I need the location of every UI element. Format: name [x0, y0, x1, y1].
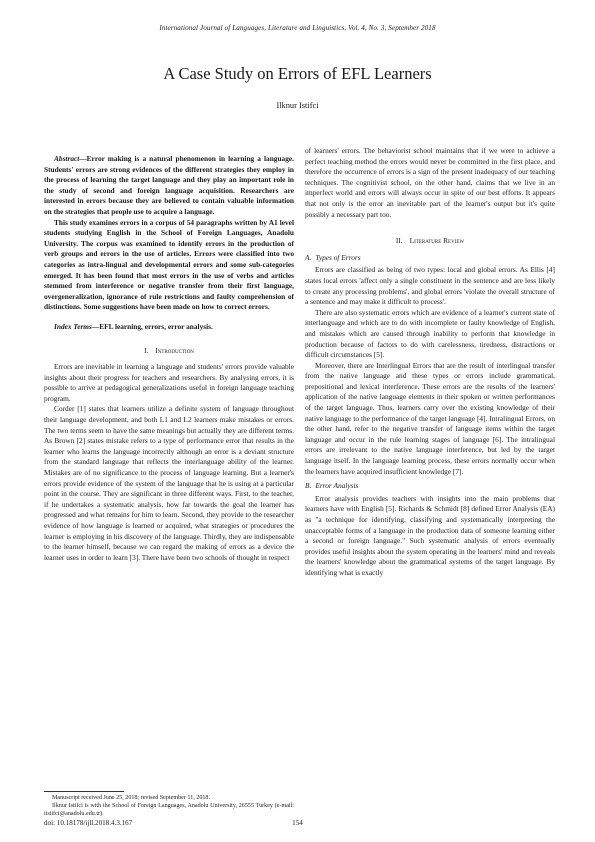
body-paragraph: Moreover, there are Interlingual Errors that are the result of interlingual transfer from the native language and these types or errors include grammatical, prepositional and lexical interference. These errors are the results of the learners' application of the native language elements in their spoken or written performances of the target language. Thus, learners carry over the existing knowledge of their native language to the performance of the target language [4]. Intralingual Errors, on the other hand, refer to the negative transfer of language items within the target language and occur in the rule learning stages of language [6]. The intralingual errors are irrelevant to the native language interference, but led by the target language itself. In the language learning process, these errors normally occur when the learners have acquired insufficient knowledge [7]. — [305, 360, 555, 476]
body-paragraph: Corder [1] states that learners utilize a definite system of language throughout their language development, and both L1 and L2 learners make mistakes or errors. The two terms seem to have the same meanings but actually they are different terms. As Brown [2] states mistake refers to a type of performance error that results in the learner who learns the language incorrectly although an error is a deviant structure from the standard language that reflects the interlanguage ability of the learner. Mistakes are of no significance to the process of language learning. But a learner's errors provide evidence of the system of the language that he is using at a particular point in the course. They are significant in three different ways. First, to the teacher, if he undertakes a systematic analysis, how far towards the goal the learner has progressed and what remains for him to learn. Second, they provide to the researcher evidence of how language is learned or acquired, what strategies or procedures the learner is employing in his discovery of the language. Thirdly, they are indispensable to the learner himself, because we can regard the making of errors as a device the learner uses in order to learn [3]. There have been two schools of thought in respect — [44, 404, 294, 562]
subsection-heading-error-analysis — [305, 481, 555, 492]
index-terms — [44, 322, 294, 333]
footnote-author-affiliation: Ilknur Istifci is with the School of Foreign Languages, Anadolu University, 26555 Turkey (e-mail: iistifci@anadolu.edu.tr). — [44, 803, 294, 818]
subsection-heading-types-of-errors — [305, 253, 555, 264]
section-heading-literature-review — [305, 236, 555, 247]
section-heading-introduction — [44, 346, 294, 357]
body-paragraph-continued: of learners' errors. The behaviorist school maintains that if we were to achieve a perfect teaching method the errors would never be committed in the first place, and therefore the occurrence of errors is a sign of the present inadequacy of our teaching techniques. The cognitivist school, on the other hand, claims that we live in an imperfect world and errors will always occur in spite of our best efforts. It appears that not only is the error an inevitable part of the learner's output but it's quite possibly a necessary part too. — [305, 146, 555, 219]
right-column — [305, 146, 555, 579]
section-number: I. — [144, 345, 149, 355]
body-paragraph: Error analysis provides teachers with insights into the main problems that learners have with English [5]. Richards & Schmidt [8] defined Error Analysis (EA) as "a technique for identifying, classifying and systematically interpreting the unacceptable forms of a language in the production data of someone learning either a second or foreign language." Such systematic analysis of errors eventually provides useful insights about the system operating in the learners' mind and reveals the learners' knowledge about the grammatical systems of the target language. By identifying what is exactly — [305, 493, 555, 577]
subsection-letter: A. — [305, 252, 312, 262]
subsection-title: Error Analysis — [315, 481, 359, 491]
footnotes — [44, 794, 294, 818]
footnote-manuscript: Manuscript received June 25, 2018; revised September 11, 2018. — [52, 795, 211, 801]
left-column — [44, 154, 294, 563]
doi: doi: 10.18178/ijll.2018.4.3.167 — [44, 819, 133, 827]
index-terms-text: —EFL learning, errors, error analysis. — [91, 321, 213, 331]
abstract-label: Abstract — [54, 154, 80, 163]
index-terms-label: Index Terms — [54, 321, 92, 331]
running-head: International Journal of Languages, Literature and Linguistics, Vol. 4, No. 3, September 2018 — [159, 24, 436, 32]
body-paragraph: There are also systematic errors which are evidence of a learner's current state of interlanguage and which are to do with incomplete or faulty knowledge of English, and mistakes which are caused through inability to perform that knowledge in production because of factors to do with carelessness, tiredness, distractions or difficult circumstances [5]. — [305, 307, 555, 360]
author-name: Ilknur Istifci — [276, 101, 319, 110]
section-number: II. — [395, 236, 403, 246]
subsection-letter: B. — [305, 481, 312, 491]
section-title: Literature Review — [409, 236, 465, 246]
abstract-paragraph-1 — [44, 154, 294, 218]
section-title: Introduction — [155, 345, 194, 355]
abstract-text-1: —Error making is a natural phenomenon in learning a language. Students' errors are strong evidences of the different strategies they employ in the process of learning the target language and they play an important role in the study of second and foreign language acquisition. Researchers are interested in errors because they are believed to contain valuable information on the strategies that people use to acquire a language. — [44, 154, 294, 216]
paper-title: A Case Study on Errors of EFL Learners — [163, 64, 432, 83]
body-paragraph: Errors are classified as being of two types: local and global errors. As Ellis [4] states local errors 'affect only a single constituent in the sentence and are less likely to create any processing problems', and global errors 'violate the overall structure of a sentence and may make it difficult to process'. — [305, 265, 555, 307]
page-number: 154 — [292, 819, 303, 827]
body-paragraph: Errors are inevitable in learning a language and students' errors provide valuable insights about their progress for teachers and researchers. By analysing errors, it is possible to arrive at pedagogical generalizations useful in foreign language teaching program. — [44, 362, 294, 403]
footnote-divider — [44, 791, 124, 792]
abstract-paragraph-2: This study examines errors in a corpus of 54 paragraphs written by A1 level students studying English in the School of Foreign Languages, Anadolu University. The corpus was examined to identify errors in the production of verb groups and errors in the use of articles. Errors were classified into two categories as intra-lingual and developmental errors and some sub-categories emerged. It has been found that most errors in the use of verbs and articles stemmed from interference or negative transfer from their first language, overgeneralization, ignorance of rule restrictions and faulty comprehension of distinctions. Some suggestions have been made on how to correct errors. — [44, 217, 294, 312]
abstract — [44, 154, 294, 313]
subsection-title: Types of Errors — [315, 252, 361, 262]
